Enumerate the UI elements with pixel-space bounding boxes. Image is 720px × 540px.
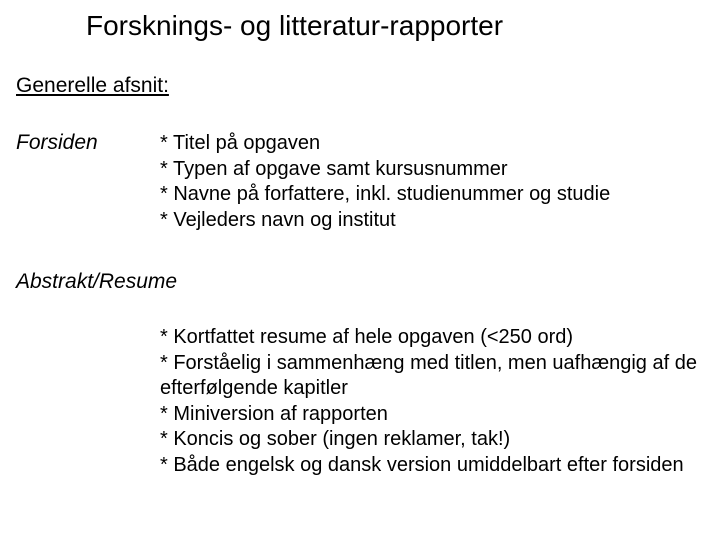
list-item: * Typen af opgave samt kursusnummer [160, 157, 508, 180]
section-heading: Generelle afsnit: [16, 74, 169, 97]
forsiden-list [160, 131, 710, 233]
list-item: * Kortfattet resume af hele opgaven (<250 ord) [160, 326, 574, 348]
list-item: * Vejleders navn og institut [160, 208, 396, 231]
list-item: * Navne på forfattere, inkl. studienummer og studie [160, 183, 611, 205]
list-item: * Titel på opgaven [160, 132, 321, 154]
list-item: * Miniversion af rapporten [160, 402, 388, 425]
forsiden-label: Forsiden [16, 131, 98, 154]
abstrakt-list [160, 325, 710, 478]
slide-title: Forsknings- og litteratur-rapporter [86, 10, 504, 41]
list-item: * Både engelsk og dansk version umiddelbart efter forsiden [160, 453, 684, 476]
abstrakt-label: Abstrakt/Resume [16, 270, 178, 293]
list-item: * Koncis og sober (ingen reklamer, tak!) [160, 428, 511, 450]
list-item: * Forståelig i sammenhæng med titlen, men uafhængig af de efterfølgende kapitler [160, 351, 697, 399]
